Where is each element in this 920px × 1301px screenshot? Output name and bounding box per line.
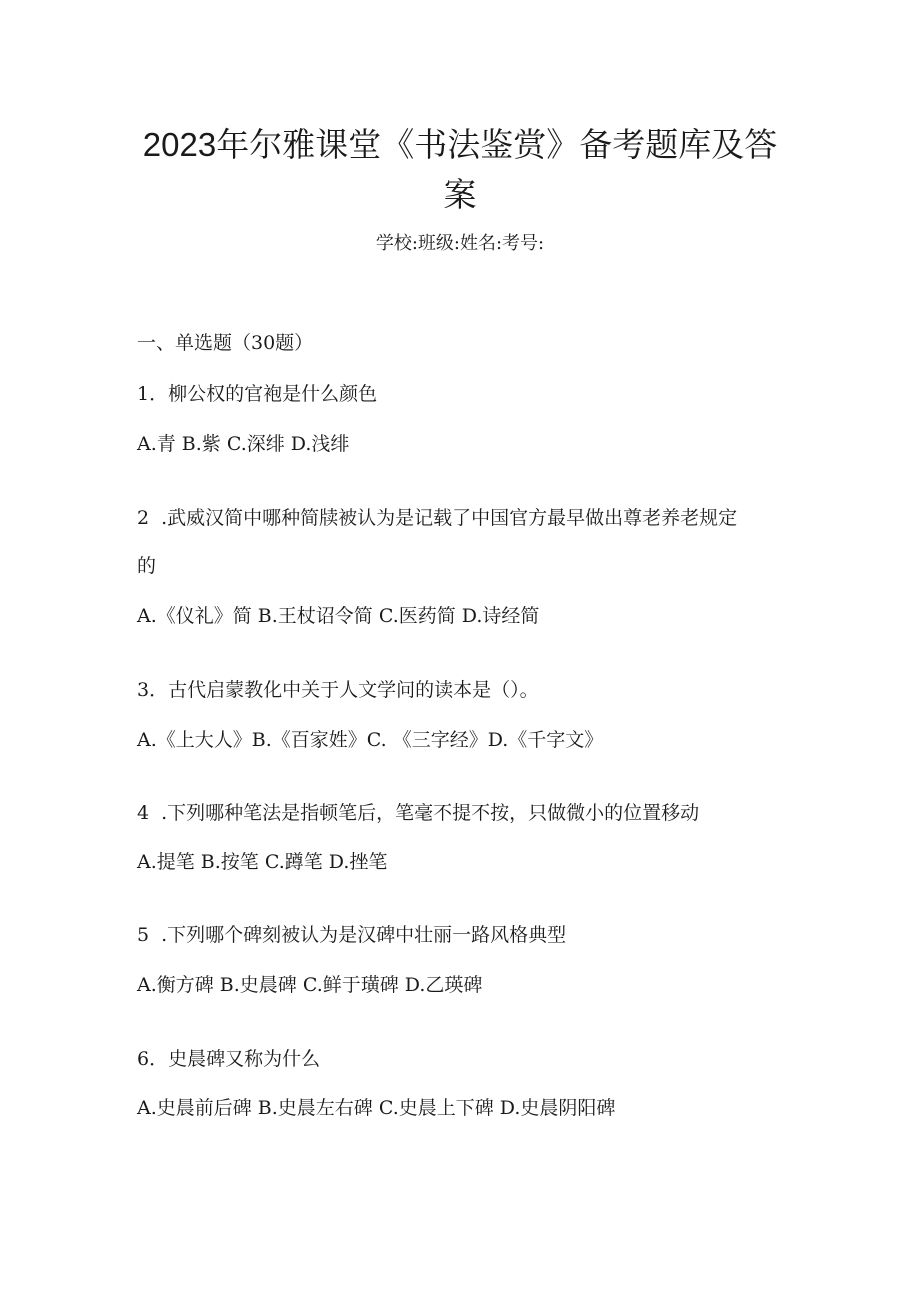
question-options: A.史晨前后碑 B.史晨左右碑 C.史晨上下碑 D.史晨阴阳碑 [137,1097,616,1119]
section-heading: 一、单选题（30题） [137,332,314,354]
question-stem [137,1044,797,1074]
question-number: 5 [137,924,150,946]
question-options: A.衡方碑 B.史晨碑 C.鲜于璜碑 D.乙瑛碑 [137,974,483,996]
question-text: .下列哪个碑刻被认为是汉碑中壮丽一路风格典型 [161,924,567,946]
question-stem [137,920,797,950]
question-text: ．柳公权的官袍是什么颜色 [149,383,378,405]
question-number: 6 [137,1048,150,1070]
question-stem [137,798,797,828]
document-title-line-2: 案 [443,176,477,213]
question-text: ．史晨碑又称为什么 [149,1048,321,1070]
question-text: .武威汉简中哪种简牍被认为是记载了中国官方最早做出尊老养老规定 [161,507,738,529]
question-stem [137,379,797,409]
question-options: A.青 B.紫 C.深绯 D.浅绯 [137,433,350,455]
student-info-line: 学校:班级:姓名:考号: [375,233,545,254]
question-number: 1 [137,383,150,405]
question-stem-continuation: 的 [137,555,157,577]
question-options: A.《仪礼》简 B.王杖诏令简 C.医药简 D.诗经简 [137,605,540,627]
question-number: 2 [137,507,150,529]
question-text: .下列哪种笔法是指顿笔后，笔毫不提不按，只做微小的位置移动 [161,802,700,824]
document-title-line-1: 2023年尔雅课堂《书法鉴赏》备考题库及答 [142,126,778,163]
question-stem [137,503,797,533]
question-number: 4 [137,802,150,824]
question-options: A.《上大人》B.《百家姓》C. 《三字经》D.《千字文》 [137,729,604,751]
question-text: ．古代启蒙教化中关于人文学问的读本是（）。 [149,679,539,701]
question-stem [137,675,797,705]
question-options: A.提笔 B.按笔 C.蹲笔 D.挫笔 [137,851,388,873]
question-number: 3 [137,679,150,701]
